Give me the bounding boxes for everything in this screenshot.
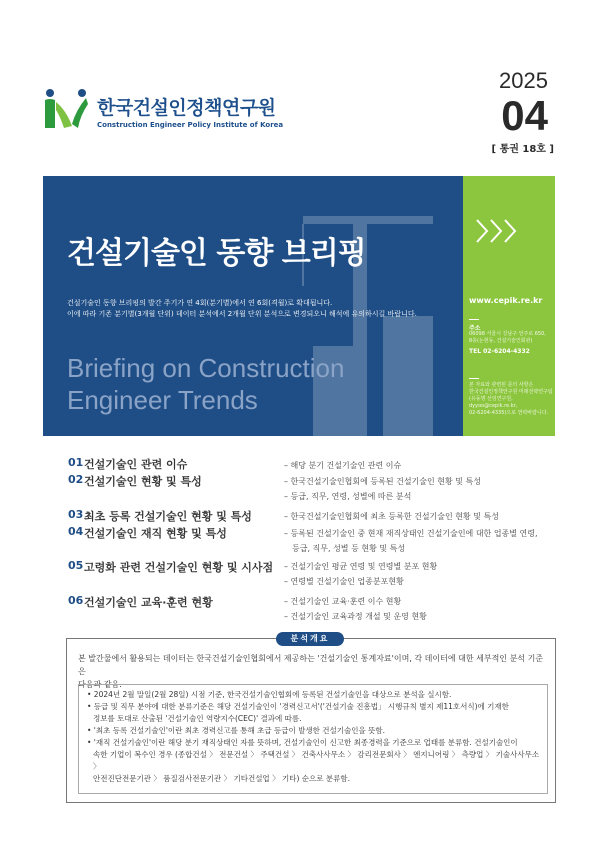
analysis-outline-tag: 분석개요 [276, 632, 344, 646]
toc-number: 05 [68, 559, 84, 572]
toc-description: – 등급, 직무, 연령, 성별에 따른 분석 [284, 492, 412, 501]
website-link[interactable]: www.cepik.re.kr [469, 296, 543, 305]
toc-description: – 한국건설기술인협회에 등록된 건설기술인 현황 및 특성 [284, 477, 481, 486]
criteria-line: 안전진단전문기관 〉 품질검사전문기관 〉 기타건설업 〉 기타) 순으로 분류함. [93, 774, 350, 783]
contact-line: 02-6204-4335)으로 연락바랍니다. [469, 410, 549, 416]
banner-description [67, 298, 417, 320]
issue-volume: [ 통권 18호 ] [491, 144, 554, 155]
criteria-line: 정보를 토대로 산출된 '건설기술인 역량지수(CEC)' 결과에 따름. [93, 714, 302, 723]
banner-main-panel [43, 176, 463, 436]
toc-number: 06 [68, 594, 84, 607]
address-label: 주소 [469, 325, 481, 332]
toc-description: – 건설기술인 교육·훈련 이수 현황 [284, 597, 402, 606]
issue-number: 04 [501, 92, 548, 139]
address-text [469, 331, 555, 345]
institute-logo [42, 88, 90, 132]
criteria-line: • 등급 및 직무 분야에 대한 분류기준은 해당 건설기술인이 '경력신고서'('건설기술 진흥법」 시행규칙 별지 제11호서식)에 기재한 [87, 702, 509, 711]
divider [469, 378, 479, 379]
banner-side-panel [463, 176, 555, 436]
address-line: 06098 서울시 강남구 언주로 650, [469, 331, 546, 337]
analysis-criteria-list [78, 684, 548, 794]
contact-line: 본 자료와 관련된 문의 사항은 [469, 382, 534, 388]
banner-title-en-line: Briefing on Construction [67, 353, 345, 383]
criteria-line: 속한 기업이 복수인 경우 (종합건설 〉 전문건설 〉 주택건설 〉 건축사사무소 〉 감리전문회사 〉 엔지니어링 〉 측량업 〉 기술사사무소 〉 [93, 750, 540, 771]
toc-title: 최초 등록 건설기술인 현황 및 특성 [84, 510, 252, 523]
toc-number: 03 [68, 508, 84, 521]
toc-description: – 건설기술인 평균 연령 및 연령별 분포 현황 [284, 562, 438, 571]
criteria-line: • '최초 등록 건설기술인'이란 최초 경력신고를 통해 초급 등급이 발생한 건설기술인을 뜻함. [87, 726, 385, 735]
banner-desc-line: 이에 따라 기존 분기별(3개월 단위) 데이터 분석에서 2개월 단위 분석으로 변경되오니 해석에 유의하시길 바랍니다. [67, 310, 417, 318]
toc-description: – 해당 분기 건설기술인 관련 이슈 [284, 461, 402, 470]
address-line: 8층(논현동, 건설기술인회관) [469, 338, 533, 344]
org-name-kr: 한국건설인정책연구원 [97, 97, 276, 119]
chevrons-right-icon [473, 216, 523, 246]
intro-line: 본 발간물에서 활용되는 데이터는 한국건설기술인협회에서 제공하는 '건설기술인 통계자료'이며, 각 데이터에 대한 세부적인 분석 기준은 [78, 654, 544, 676]
divider [469, 319, 479, 320]
contact-info [469, 382, 555, 417]
issue-year: 2025 [499, 68, 548, 93]
telephone: TEL 02-6204-4332 [469, 348, 530, 355]
toc-number: 01 [68, 456, 84, 469]
criteria-line: • 2024년 2월 말일(2월 28일) 시점 기준, 한국건설기술인협회에 등록된 건설기술인을 대상으로 분석을 실시함. [87, 690, 452, 699]
banner-title-en-line: Engineer Trends [67, 385, 258, 415]
contact-line: (유동명 선임연구원, dyyoo@cepik.re.kr, [469, 396, 518, 409]
toc-title: 건설기술인 재직 현황 및 특성 [84, 527, 227, 540]
toc-description: – 등록된 건설기술인 중 현재 재직상태인 건설기술인에 대한 업종별 연령, [284, 529, 538, 538]
banner-title: 건설기술인 동향 브리핑 [67, 236, 366, 271]
toc-title: 고령화 관련 건설기술인 현황 및 시사점 [84, 561, 274, 574]
criteria-line: • '재직 건설기술인'이란 해당 분기 재직상태인 자를 뜻하며, 건설기술인이 신고한 최종경력을 기준으로 업태를 분류함. 건설기술인이 [87, 738, 518, 747]
contact-line: 한국건설인정책연구원 미래전략연구팀 [469, 389, 553, 395]
toc-number: 02 [68, 473, 84, 486]
toc-description: – 건설기술인 교육과정 개설 및 운영 현황 [284, 612, 427, 621]
toc-description: – 한국건설기술인협회에 최초 등록한 건설기술인 현황 및 특성 [284, 512, 499, 521]
toc-number: 04 [68, 525, 84, 538]
org-name-en: Construction Engineer Policy Institute of Korea [97, 121, 284, 129]
toc-description: 등급, 직무, 성별 등 현황 및 특성 [292, 544, 406, 553]
cover-banner [43, 176, 555, 436]
toc-title: 건설기술인 현황 및 특성 [84, 475, 202, 488]
toc-title: 건설기술인 관련 이슈 [84, 458, 188, 471]
toc-title: 건설기술인 교육·훈련 현황 [84, 596, 213, 609]
banner-title-en [67, 352, 344, 416]
banner-desc-line: 건설기술인 동향 브리핑의 발간 주기가 연 4회(분기별)에서 연 6회(격월)로 확대됩니다. [67, 299, 333, 307]
intro-line: 다음과 같음. [78, 680, 122, 689]
toc-description: – 연령별 건설기술인 업종분포현황 [284, 577, 404, 586]
